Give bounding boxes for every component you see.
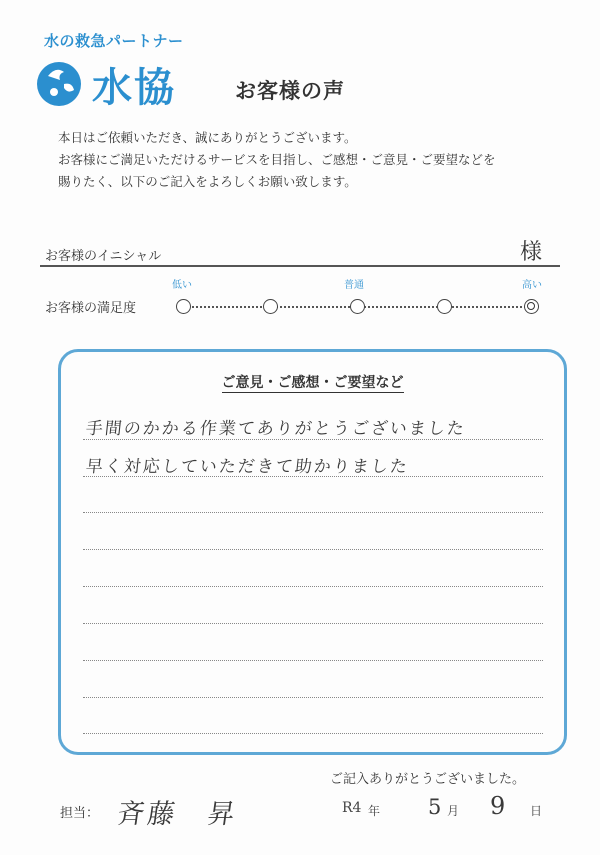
comment-rule	[83, 660, 543, 661]
scale-option-1[interactable]	[176, 299, 191, 314]
initial-label: お客様のイニシャル	[45, 249, 162, 264]
scale-label-high: 高い	[522, 280, 542, 291]
intro-line: 本日はご依頼いただき、誠にありがとうございます。	[58, 130, 357, 145]
scale-option-2[interactable]	[263, 299, 278, 314]
scale-option-5-selected[interactable]	[524, 299, 539, 314]
scale-option-3[interactable]	[350, 299, 365, 314]
handwritten-comment-line: 早く対応していただきて助かりました	[84, 457, 410, 477]
comment-rule	[83, 623, 543, 624]
intro-line: 賜りたく、以下のご記入をよろしくお願い致します。	[58, 174, 357, 189]
comment-rule	[83, 549, 543, 550]
satisfaction-label: お客様の満足度	[45, 301, 137, 316]
intro-text	[58, 127, 578, 193]
brand-logo: 水協	[92, 65, 176, 111]
scale-label-low: 低い	[172, 280, 192, 291]
staff-label: 担当：	[60, 806, 100, 821]
year-label: 年	[368, 804, 381, 818]
initial-suffix: 様	[520, 240, 543, 265]
comment-rule	[83, 586, 543, 587]
day-label: 日	[530, 804, 543, 818]
page-title: お客様の声	[235, 79, 345, 103]
date-day: 9	[490, 792, 506, 820]
comment-rule	[83, 697, 543, 698]
water-drop-logo-icon	[34, 58, 86, 108]
scale-option-4[interactable]	[437, 299, 452, 314]
comment-rule	[83, 733, 543, 734]
handwritten-comment-line: 手間のかかる作業てありがとうございました	[84, 419, 467, 439]
comment-heading	[61, 372, 564, 392]
brand-tagline: 水の救急パートナー	[44, 32, 184, 50]
satisfaction-scale	[172, 280, 542, 322]
scale-label-mid: 普通	[344, 280, 364, 291]
staff-name: 斉藤 昇	[115, 799, 240, 830]
date-era: R4	[342, 800, 362, 816]
comment-rule	[83, 512, 543, 513]
thanks-text: ご記入ありがとうございました。	[330, 772, 526, 787]
intro-line: お客様にご満足いただけるサービスを目指し、ご感想・ご意見・ご要望などを	[58, 152, 496, 167]
initial-field-line	[40, 265, 560, 267]
month-label: 月	[447, 804, 460, 818]
comment-box	[58, 349, 567, 755]
selected-mark-icon	[527, 302, 535, 310]
date-month: 5	[428, 795, 442, 819]
comment-rule	[83, 476, 543, 477]
comment-rule	[83, 439, 543, 440]
comment-heading-text: ご意見・ご感想・ご要望など	[221, 375, 404, 391]
